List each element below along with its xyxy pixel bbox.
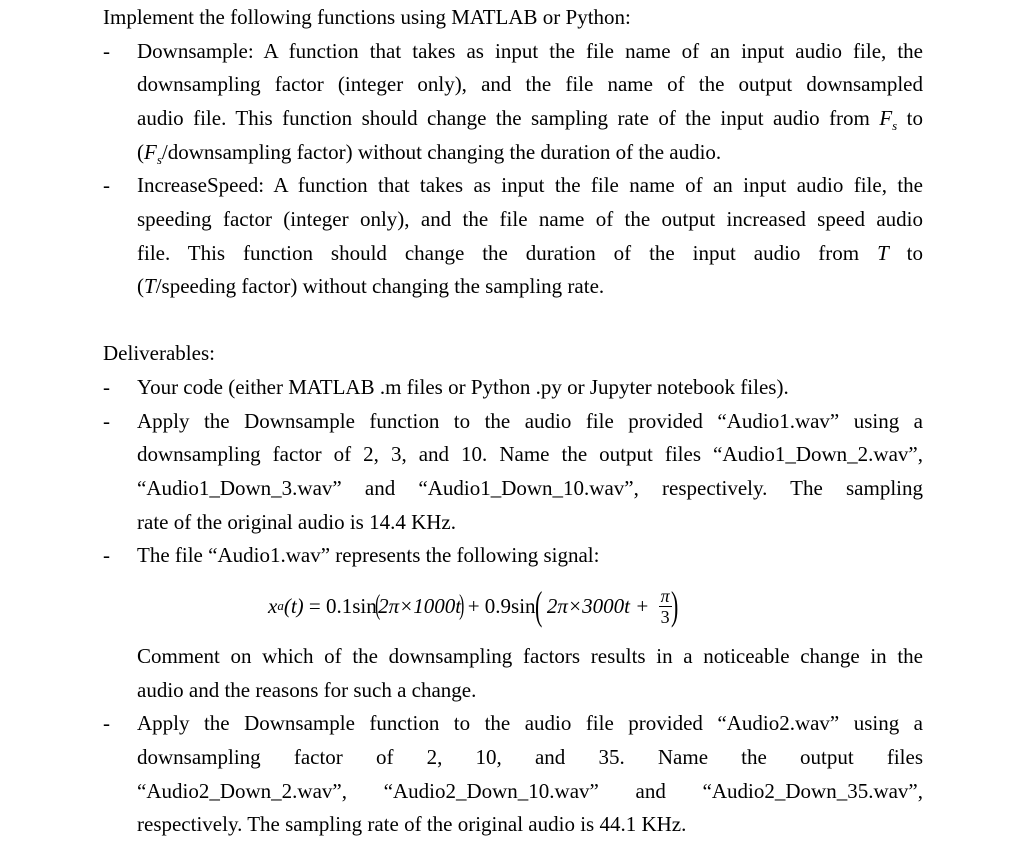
fs-symbol: F <box>879 106 893 130</box>
bullet-dash: - <box>103 711 110 735</box>
signal-equation: x a (t) = 0.1sin ( 2π×1000t ) + 0.9sin ( 2π×3000t + $\frac{\pi}{3}$ ) <box>268 583 678 628</box>
bullet-dash: - <box>103 543 110 567</box>
deliverable-item-4-line-1: Apply the Downsample function to the audio file provided “Audio2.wav” using a <box>137 711 923 735</box>
downsample-line-1: Downsample: A function that takes as input the file name of an input audio file, the <box>137 39 923 63</box>
bullet-dash: - <box>103 409 110 433</box>
pi-over-3-fraction: $\frac{\pi}{3}$ <box>660 585 670 627</box>
downsample-line-2: downsampling factor (integer only), and the file name of the output downsampled <box>137 72 923 96</box>
downsample-line-4: ($F_s$/downsampling factor) without changing the duration of the audio. <box>137 140 722 167</box>
deliverable-item-3-comment-2: audio and the reasons for such a change. <box>137 678 477 702</box>
deliverable-item-4-line-3: “Audio2_Down_2.wav”, “Audio2_Down_10.wav” and “Audio2_Down_35.wav”, <box>137 779 923 803</box>
intro-text: Implement the following functions using MATLAB or Python: <box>103 5 631 29</box>
increasespeed-line-4: (T/speeding factor) without changing the sampling rate. <box>137 274 605 298</box>
bullet-dash: - <box>103 173 110 197</box>
deliverable-item-4-line-2: downsampling factor of 2, 10, and 35. Name the output files <box>137 745 923 769</box>
deliverable-item-2-line-3: “Audio1_Down_3.wav” and “Audio1_Down_10.wav”, respectively. The sampling <box>137 476 923 500</box>
deliverable-item-2-line-4: rate of the original audio is 14.4 KHz. <box>137 510 456 534</box>
deliverable-item-3-comment-1: Comment on which of the downsampling factors results in a noticeable change in the <box>137 644 923 668</box>
increasespeed-line-1: IncreaseSpeed: A function that takes as input the file name of an input audio file, the <box>137 173 923 197</box>
downsample-line-3: audio file. This function should change the sampling rate of the input audio from $F_s$ to <box>137 106 923 133</box>
bullet-dash: - <box>103 39 110 63</box>
increasespeed-line-2: speeding factor (integer only), and the file name of the output increased speed audio <box>137 207 923 231</box>
deliverable-item-4-line-4: respectively. The sampling rate of the original audio is 44.1 KHz. <box>137 812 687 836</box>
bullet-dash: - <box>103 375 110 399</box>
deliverable-item-2-line-1: Apply the Downsample function to the audio file provided “Audio1.wav” using a <box>137 409 923 433</box>
deliverable-item-3-line-1: The file “Audio1.wav” represents the following signal: <box>137 543 600 567</box>
increasespeed-line-3: file. This function should change the duration of the input audio from T to <box>137 241 923 265</box>
t-symbol: T <box>877 241 889 265</box>
deliverable-item-1: Your code (either MATLAB .m files or Python .py or Jupyter notebook files). <box>137 375 789 399</box>
deliverables-heading: Deliverables: <box>103 341 215 365</box>
deliverable-item-2-line-2: downsampling factor of 2, 3, and 10. Name the output files “Audio1_Down_2.wav”, <box>137 442 923 466</box>
